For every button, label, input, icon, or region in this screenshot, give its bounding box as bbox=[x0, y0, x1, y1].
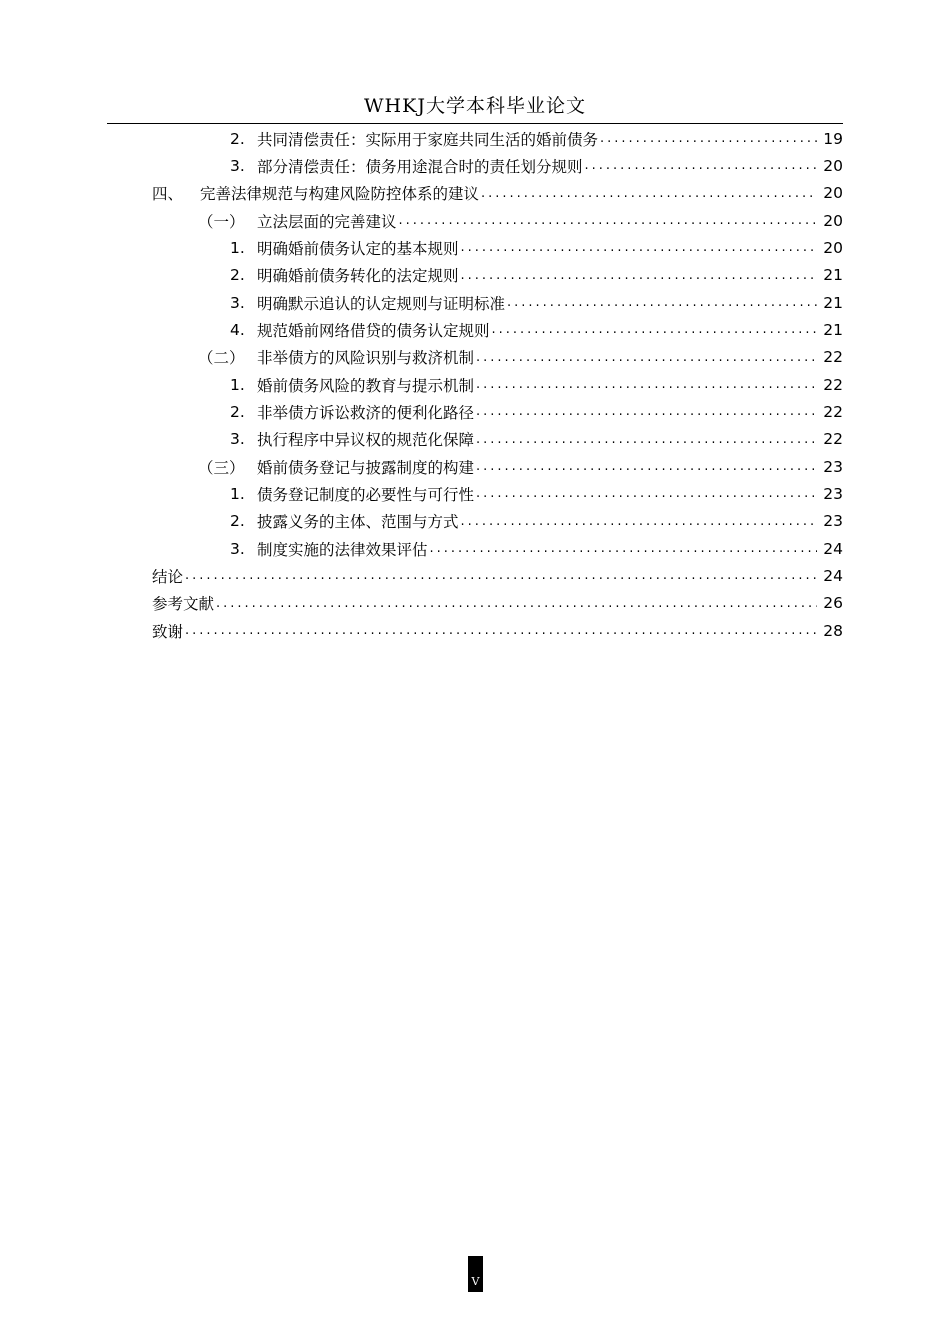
toc-entry[interactable] bbox=[0, 316, 950, 343]
toc-entry-title: 结论 bbox=[152, 567, 184, 586]
toc-entry-page: 20 bbox=[823, 156, 843, 175]
toc-entry-title: 债务登记制度的必要性与可行性 bbox=[257, 485, 475, 504]
toc-dot-leader bbox=[399, 213, 817, 228]
toc-entry-number: 2. bbox=[230, 129, 245, 148]
toc-entry-page: 19 bbox=[823, 129, 843, 148]
toc-entry-number: 3. bbox=[230, 539, 245, 558]
toc-entry[interactable] bbox=[0, 590, 950, 617]
toc-dot-leader bbox=[476, 432, 817, 447]
header-rule bbox=[107, 123, 843, 124]
toc-entry-number: （二） bbox=[198, 349, 245, 368]
toc-entry[interactable] bbox=[0, 535, 950, 562]
toc-entry-page: 22 bbox=[823, 430, 843, 449]
toc-entry[interactable] bbox=[0, 125, 950, 152]
toc-entry-number: 2. bbox=[230, 512, 245, 531]
toc-entry[interactable] bbox=[0, 480, 950, 507]
toc-entry-page: 23 bbox=[823, 512, 843, 531]
toc-dot-leader bbox=[216, 596, 817, 611]
page-number: V bbox=[468, 1256, 483, 1292]
toc-entry-title: 执行程序中异议权的规范化保障 bbox=[257, 431, 475, 450]
toc-dot-leader bbox=[185, 568, 817, 583]
toc-dot-leader bbox=[585, 158, 817, 173]
toc-entry-page: 22 bbox=[823, 375, 843, 394]
toc-entry-title: 制度实施的法律效果评估 bbox=[257, 540, 428, 559]
toc-entry-title: 非举债方诉讼救济的便利化路径 bbox=[257, 403, 475, 422]
toc-entry-number: （一） bbox=[198, 212, 245, 231]
toc-entry-title: 明确婚前债务认定的基本规则 bbox=[257, 239, 459, 258]
toc-entry-page: 20 bbox=[823, 211, 843, 230]
toc-entry[interactable] bbox=[0, 562, 950, 589]
toc-entry[interactable] bbox=[0, 262, 950, 289]
toc-dot-leader bbox=[476, 404, 817, 419]
toc-entry-title: 参考文献 bbox=[152, 595, 215, 614]
toc-entry-title: 立法层面的完善建议 bbox=[257, 212, 397, 231]
toc-entry[interactable] bbox=[0, 617, 950, 644]
toc-entry-page: 23 bbox=[823, 457, 843, 476]
toc-entry-page: 21 bbox=[823, 266, 843, 285]
toc-entry-number: （三） bbox=[198, 458, 245, 477]
toc-entry[interactable] bbox=[0, 453, 950, 480]
toc-entry-title: 婚前债务风险的教育与提示机制 bbox=[257, 376, 475, 395]
toc-entry-title: 完善法律规范与构建风险防控体系的建议 bbox=[200, 185, 480, 204]
toc-entry-number: 1. bbox=[230, 484, 245, 503]
toc-entry-page: 22 bbox=[823, 402, 843, 421]
toc-entry-title: 明确默示追认的认定规则与证明标准 bbox=[257, 294, 506, 313]
toc-entry-page: 20 bbox=[823, 238, 843, 257]
toc-dot-leader bbox=[185, 623, 817, 638]
toc-entry-page: 20 bbox=[823, 184, 843, 203]
toc-entry[interactable] bbox=[0, 234, 950, 261]
toc-entry[interactable] bbox=[0, 426, 950, 453]
toc-entry[interactable] bbox=[0, 508, 950, 535]
toc-entry-number: 4. bbox=[230, 320, 245, 339]
toc-entry[interactable] bbox=[0, 207, 950, 234]
toc-entry-title: 部分清偿责任：债务用途混合时的责任划分规则 bbox=[257, 157, 583, 176]
toc-entry-title: 共同清偿责任：实际用于家庭共同生活的婚前债务 bbox=[257, 130, 599, 149]
toc-entry-number: 2. bbox=[230, 266, 245, 285]
toc-entry-number: 3. bbox=[230, 430, 245, 449]
toc-entry-page: 21 bbox=[823, 320, 843, 339]
toc-entry-page: 24 bbox=[823, 539, 843, 558]
toc-entry-page: 23 bbox=[823, 484, 843, 503]
running-header-title: WHKJ大学本科毕业论文 bbox=[364, 95, 586, 117]
toc-dot-leader bbox=[476, 459, 817, 474]
toc-entry-number: 1. bbox=[230, 238, 245, 257]
toc-dot-leader bbox=[476, 350, 817, 365]
toc-entry-title: 披露义务的主体、范围与方式 bbox=[257, 513, 459, 532]
toc-dot-leader bbox=[507, 295, 817, 310]
toc-dot-leader bbox=[492, 322, 817, 337]
toc-entry-page: 24 bbox=[823, 566, 843, 585]
toc-entry[interactable] bbox=[0, 152, 950, 179]
toc-entry-title: 婚前债务登记与披露制度的构建 bbox=[257, 458, 475, 477]
toc-entry-number: 3. bbox=[230, 156, 245, 175]
toc-entry-title: 致谢 bbox=[152, 622, 184, 641]
toc-entry[interactable] bbox=[0, 398, 950, 425]
toc-dot-leader bbox=[481, 186, 817, 201]
toc-dot-leader bbox=[476, 486, 817, 501]
toc-entry-page: 21 bbox=[823, 293, 843, 312]
toc-dot-leader bbox=[461, 240, 817, 255]
toc-entry-page: 26 bbox=[823, 594, 843, 613]
toc-entry-number: 3. bbox=[230, 293, 245, 312]
toc-entry-title: 规范婚前网络借贷的债务认定规则 bbox=[257, 321, 490, 340]
toc-entry-title: 明确婚前债务转化的法定规则 bbox=[257, 267, 459, 286]
toc-entry[interactable] bbox=[0, 344, 950, 371]
toc-dot-leader bbox=[430, 541, 817, 556]
toc-dot-leader bbox=[461, 514, 817, 529]
toc-entry[interactable] bbox=[0, 180, 950, 207]
table-of-contents bbox=[0, 125, 950, 644]
toc-entry[interactable] bbox=[0, 371, 950, 398]
toc-entry-number: 四、 bbox=[152, 185, 184, 204]
toc-dot-leader bbox=[461, 268, 817, 283]
toc-entry-number: 2. bbox=[230, 402, 245, 421]
toc-dot-leader bbox=[476, 377, 817, 392]
toc-entry[interactable] bbox=[0, 289, 950, 316]
toc-dot-leader bbox=[600, 131, 817, 146]
toc-entry-number: 1. bbox=[230, 375, 245, 394]
toc-entry-title: 非举债方的风险识别与救济机制 bbox=[257, 349, 475, 368]
toc-entry-page: 22 bbox=[823, 348, 843, 367]
toc-entry-page: 28 bbox=[823, 621, 843, 640]
